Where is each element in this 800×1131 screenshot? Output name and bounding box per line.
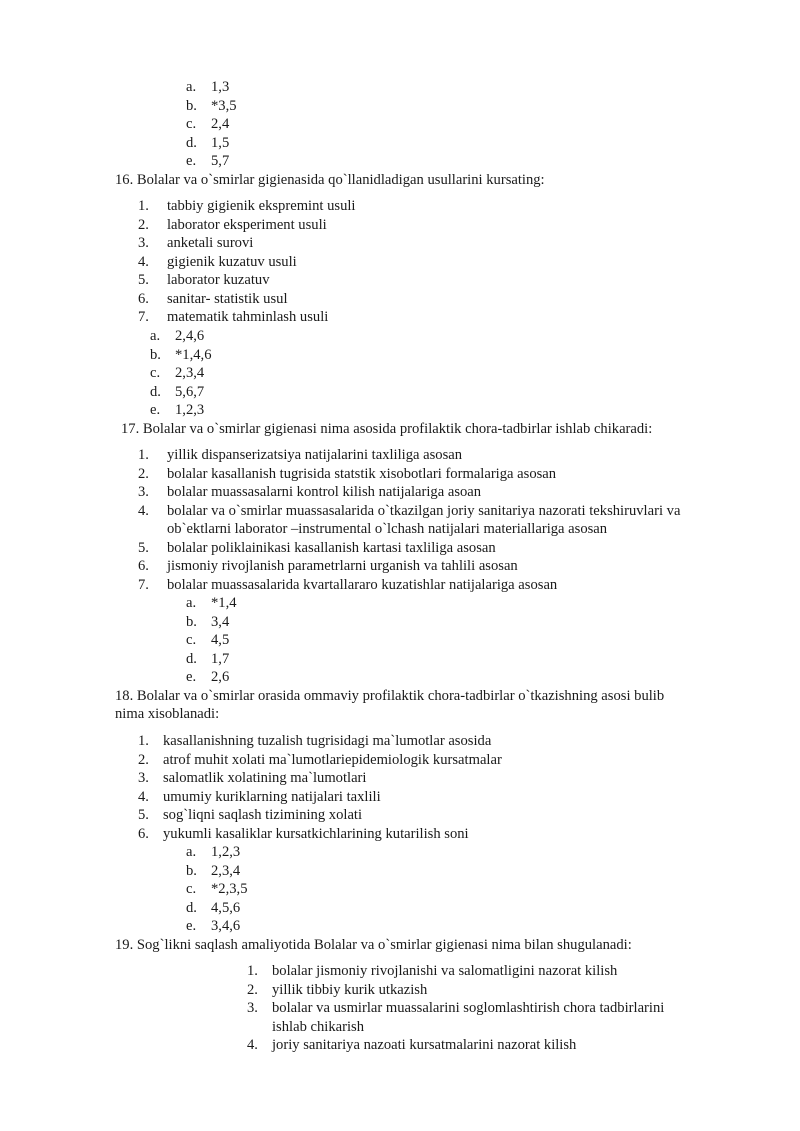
answer-option [186, 843, 240, 861]
option-value: *1,4,6 [175, 346, 212, 363]
item-text: sog`liqni saqlash tizimining xolati [163, 807, 363, 823]
item-text: bolalar va usmirlar muassalarini soglomlashtirish chora tadbirlarini [272, 1000, 665, 1016]
answer-option [186, 613, 229, 631]
option-value: 3,4,6 [211, 918, 241, 934]
item-number: 1. [138, 198, 149, 214]
question-text: 17. Bolalar va o`smirlar gigienasi nima asosida profilaktik chora-tadbirlar ishlab chikaradi: [121, 421, 653, 437]
answer-option [186, 668, 229, 686]
list-item [247, 1036, 576, 1054]
list-item [138, 253, 297, 271]
item-text: bolalar muassasalarni kontrol kilish natijalariga asoan [167, 484, 482, 500]
answer-option [186, 899, 240, 917]
answer-option [186, 97, 237, 115]
option-value: 2,3,4 [175, 365, 205, 381]
option-letter: b. [186, 97, 197, 114]
item-text: gigienik kuzatuv usuli [167, 253, 297, 270]
item-number: 3. [138, 770, 149, 786]
option-letter: a. [186, 595, 197, 611]
option-value: 2,4 [211, 116, 230, 132]
question-text: nima xisoblanadi: [115, 706, 220, 722]
list-item [138, 483, 481, 501]
answer-option [186, 862, 240, 880]
list-item [138, 751, 502, 769]
item-number: 2. [138, 751, 149, 768]
option-letter: c. [186, 881, 197, 897]
option-value: 4,5 [211, 632, 230, 648]
option-value: 2,3,4 [211, 862, 241, 879]
option-letter: b. [150, 346, 161, 363]
item-number: 4. [138, 788, 149, 805]
item-text: yukumli kasaliklar kursatkichlarining kutarilish soni [163, 825, 469, 842]
answer-option [150, 401, 204, 419]
item-text: bolalar jismoniy rivojlanishi va salomatligini nazorat kilish [272, 963, 618, 979]
item-text: atrof muhit xolati ma`lumotlariepidemiologik kursatmalar [163, 751, 502, 768]
question-text: 16. Bolalar va o`smirlar gigienasida qo`llanidladigan usullarini kursating: [115, 172, 545, 188]
option-value: 3,4 [211, 613, 230, 630]
item-number: 7. [138, 576, 149, 593]
list-item [138, 234, 253, 252]
list-item [138, 539, 496, 557]
item-number: 1. [138, 733, 149, 749]
item-number: 3. [138, 484, 149, 500]
list-item [138, 216, 327, 234]
list-item [138, 557, 518, 575]
option-letter: d. [186, 134, 197, 151]
option-value: *3,5 [211, 97, 237, 114]
question-text: 18. Bolalar va o`smirlar orasida ommaviy profilaktik chora-tadbirlar o`tkazishning asosi bulib [115, 688, 665, 704]
item-text: kasallanishning tuzalish tugrisidagi ma`lumotlar asosida [163, 733, 492, 749]
option-letter: d. [186, 650, 197, 667]
item-number: 1. [138, 447, 149, 463]
answer-option [186, 594, 237, 612]
item-text: yillik tibbiy kurik utkazish [272, 981, 428, 998]
item-number: 3. [247, 1000, 258, 1016]
item-number: 3. [138, 235, 149, 251]
option-letter: a. [186, 844, 197, 860]
option-value: 1,5 [211, 134, 230, 151]
option-value: 1,7 [211, 650, 230, 667]
option-value: 1,3 [211, 79, 230, 95]
option-letter: b. [186, 862, 197, 879]
answer-option [150, 383, 204, 401]
item-text: jismoniy rivojlanish parametrlarni urganish va tahlili asosan [167, 558, 518, 574]
answer-option [186, 880, 247, 898]
item-text-continued: ishlab chikarish [272, 1018, 365, 1035]
item-text: joriy sanitariya nazoati kursatmalarini nazorat kilish [272, 1037, 577, 1053]
list-item [247, 981, 427, 999]
item-number: 2. [138, 465, 149, 482]
item-number: 6. [138, 290, 149, 307]
item-text: bolalar va o`smirlar muassasalarida o`tkazilgan joriy sanitariya nazorati tekshiruvlari va [167, 502, 681, 519]
list-item [138, 308, 328, 326]
list-item [138, 446, 462, 464]
item-number: 5. [138, 807, 149, 823]
option-letter: a. [150, 328, 161, 344]
option-letter: a. [186, 79, 197, 95]
option-letter: e. [186, 153, 197, 169]
option-letter: e. [186, 918, 197, 934]
answer-option [186, 917, 240, 935]
answer-option [186, 78, 229, 96]
item-number: 6. [138, 558, 149, 574]
option-value: 1,2,3 [175, 402, 205, 418]
list-item [138, 806, 362, 824]
option-letter: e. [186, 669, 197, 685]
option-letter: c. [150, 365, 161, 381]
list-item [138, 290, 288, 308]
list-item [247, 962, 617, 980]
answer-option [150, 346, 211, 364]
answer-option [186, 152, 229, 170]
answer-option [150, 327, 204, 345]
list-item [138, 271, 270, 289]
item-number: 4. [247, 1037, 258, 1053]
option-value: *1,4 [211, 595, 237, 611]
item-text: bolalar poliklainikasi kasallanish kartasi taxliliga asosan [167, 539, 496, 556]
option-value: 5,6,7 [175, 383, 205, 400]
list-item [138, 197, 355, 215]
answer-option [150, 364, 204, 382]
list-item [138, 769, 366, 787]
list-item [138, 502, 680, 520]
item-text: umumiy kuriklarning natijalari taxlili [163, 788, 381, 805]
item-number: 1. [247, 963, 258, 979]
option-value: 4,5,6 [211, 899, 241, 916]
answer-option [186, 134, 229, 152]
option-letter: d. [150, 383, 161, 400]
question-text: 19. Sog`likni saqlash amaliyotida Bolalar va o`smirlar gigienasi nima bilan shugulanadi: [115, 937, 632, 953]
option-value: 2,6 [211, 669, 230, 685]
answer-option [186, 650, 229, 668]
option-value: 1,2,3 [211, 844, 241, 860]
option-letter: b. [186, 613, 197, 630]
item-text: sanitar- statistik usul [167, 290, 288, 307]
item-text: anketali surovi [167, 235, 254, 251]
item-text: bolalar muassasalarida kvartallararo kuzatishlar natijalariga asosan [167, 576, 558, 593]
option-letter: d. [186, 899, 197, 916]
item-text-continued: ob`ektlarni laborator –instrumental o`lchash natijalari materiallariga asosan [167, 521, 608, 537]
option-value: 5,7 [211, 153, 230, 169]
item-text: yillik dispanserizatsiya natijalarini taxliliga asosan [167, 447, 463, 463]
list-item [138, 788, 381, 806]
item-text: laborator kuzatuv [167, 272, 270, 288]
item-number: 6. [138, 825, 149, 842]
item-number: 2. [247, 981, 258, 998]
item-text: laborator eksperiment usuli [167, 216, 327, 233]
option-value: *2,3,5 [211, 881, 248, 897]
answer-option [186, 115, 229, 133]
list-item [138, 825, 469, 843]
item-number: 7. [138, 309, 149, 325]
answer-option [186, 631, 229, 649]
item-number: 4. [138, 253, 149, 270]
item-text: tabbiy gigienik ekspremint usuli [167, 198, 356, 214]
option-letter: c. [186, 632, 197, 648]
item-number: 5. [138, 272, 149, 288]
list-item [138, 732, 491, 750]
list-item [138, 576, 557, 594]
list-item [138, 465, 556, 483]
list-item [247, 999, 664, 1017]
item-text: salomatlik xolatining ma`lumotlari [163, 770, 367, 786]
item-number: 5. [138, 539, 149, 556]
option-value: 2,4,6 [175, 328, 205, 344]
item-number: 4. [138, 502, 149, 519]
item-text: matematik tahminlash usuli [167, 309, 329, 325]
option-letter: c. [186, 116, 197, 132]
option-letter: e. [150, 402, 161, 418]
item-text: bolalar kasallanish tugrisida statstik xisobotlari formalariga asosan [167, 465, 557, 482]
item-number: 2. [138, 216, 149, 233]
